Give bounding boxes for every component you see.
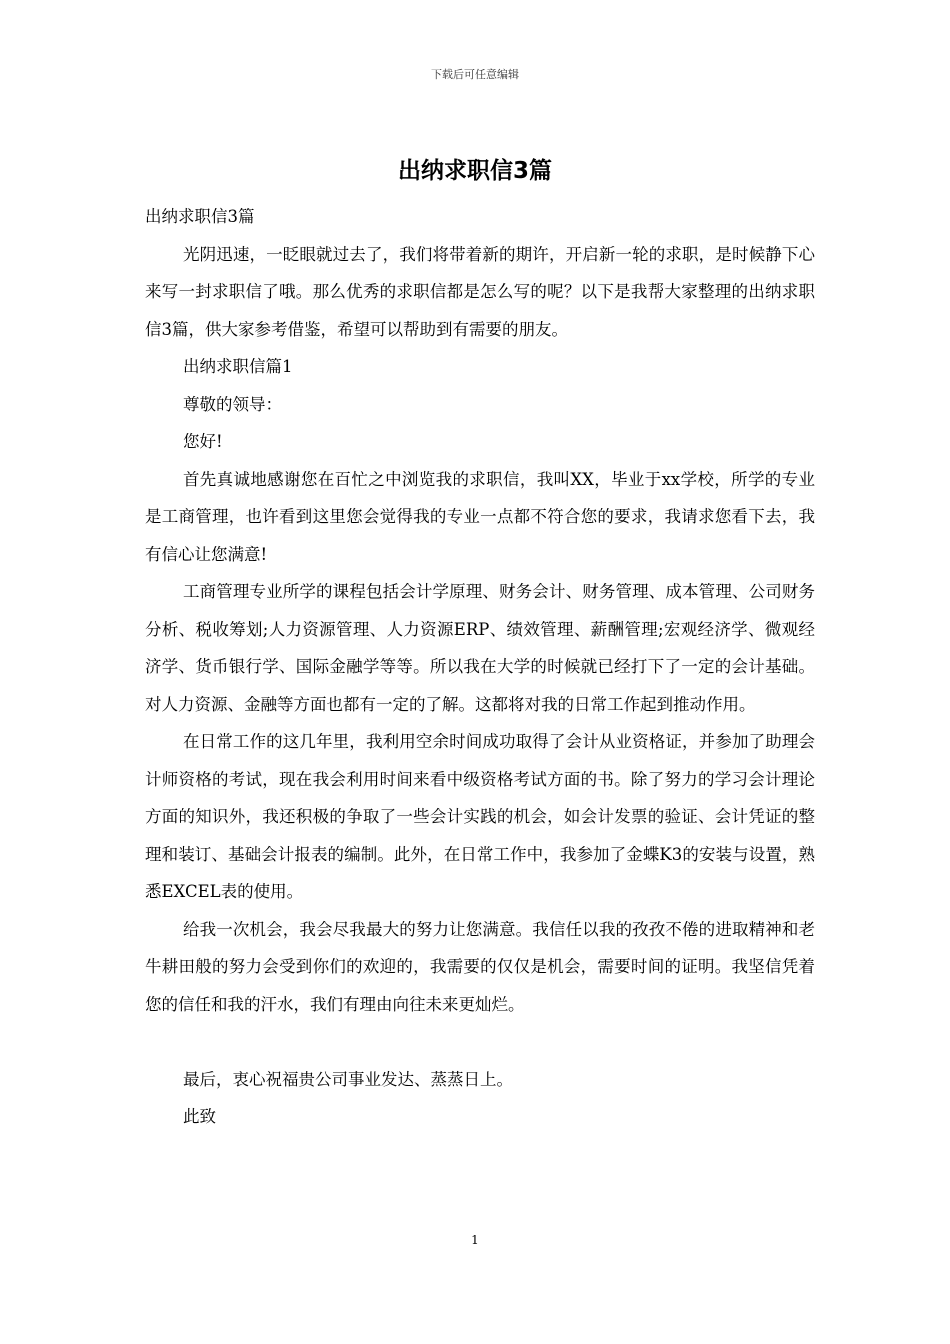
document-body (145, 198, 815, 1136)
closing: 此致 (182, 1107, 216, 1126)
paragraph-4: 给我一次机会，我会尽我最大的努力让您满意。我信任以我的孜孜不倦的进取精神和老牛耕田般的努力会受到你们的欢迎的，我需要的仅仅是机会，需要时间的证明。我坚信凭着您的信任和我的汗水，我们有理由向往未来更灿烂。 (145, 919, 815, 1014)
salutation: 尊敬的领导： (182, 394, 282, 414)
paragraph-1: 首先真诚地感谢您在百忙之中浏览我的求职信，我叫XX，毕业于xx学校，所学的专业是工商管理，也许看到这里您会觉得我的专业一点都不符合您的要求，我请求您看下去，我有信心让您满意! (145, 469, 815, 564)
closing-wish: 最后，衷心祝福贵公司事业发达、蒸蒸日上。 (182, 1069, 513, 1089)
paragraph-3: 在日常工作的这几年里，我利用空余时间成功取得了会计从业资格证，并参加了助理会计师资格的考试，现在我会利用时间来看中级资格考试方面的书。除了努力的学习会计理论方面的知识外，我还积极的争取了一些会计实践的机会，如会计发票的验证、会计凭证的整理和装订、基础会计报表的编制。此外，在日常工作中，我参加了金蝶K3的安装与设置，熟悉EXCEL表的使用。 (145, 732, 815, 901)
header-note: 下载后可任意编辑 (431, 68, 519, 81)
intro-paragraph: 光阴迅速，一眨眼就过去了，我们将带着新的期许，开启新一轮的求职，是时候静下心来写一封求职信了哦。那么优秀的求职信都是怎么写的呢？以下是我帮大家整理的出纳求职信3篇，供大家参考借鉴，希望可以帮助到有需要的朋友。 (145, 244, 815, 339)
paragraph-2: 工商管理专业所学的课程包括会计学原理、财务会计、财务管理、成本管理、公司财务分析、税收筹划;人力资源管理、人力资源ERP、绩效管理、薪酬管理;宏观经济学、微观经济学、货币银行学、国际金融学等等。所以我在大学的时候就已经打下了一定的会计基础。对人力资源、金融等方面也都有一定的了解。这都将对我的日常工作起到推动作用。 (145, 582, 815, 714)
document-title: 出纳求职信3篇 (397, 158, 552, 184)
paragraph-gap (145, 1023, 815, 1061)
section-heading: 出纳求职信篇1 (182, 357, 293, 376)
document-subtitle: 出纳求职信3篇 (145, 207, 255, 226)
page-number: 1 (471, 1233, 479, 1247)
greeting: 您好! (182, 432, 223, 451)
